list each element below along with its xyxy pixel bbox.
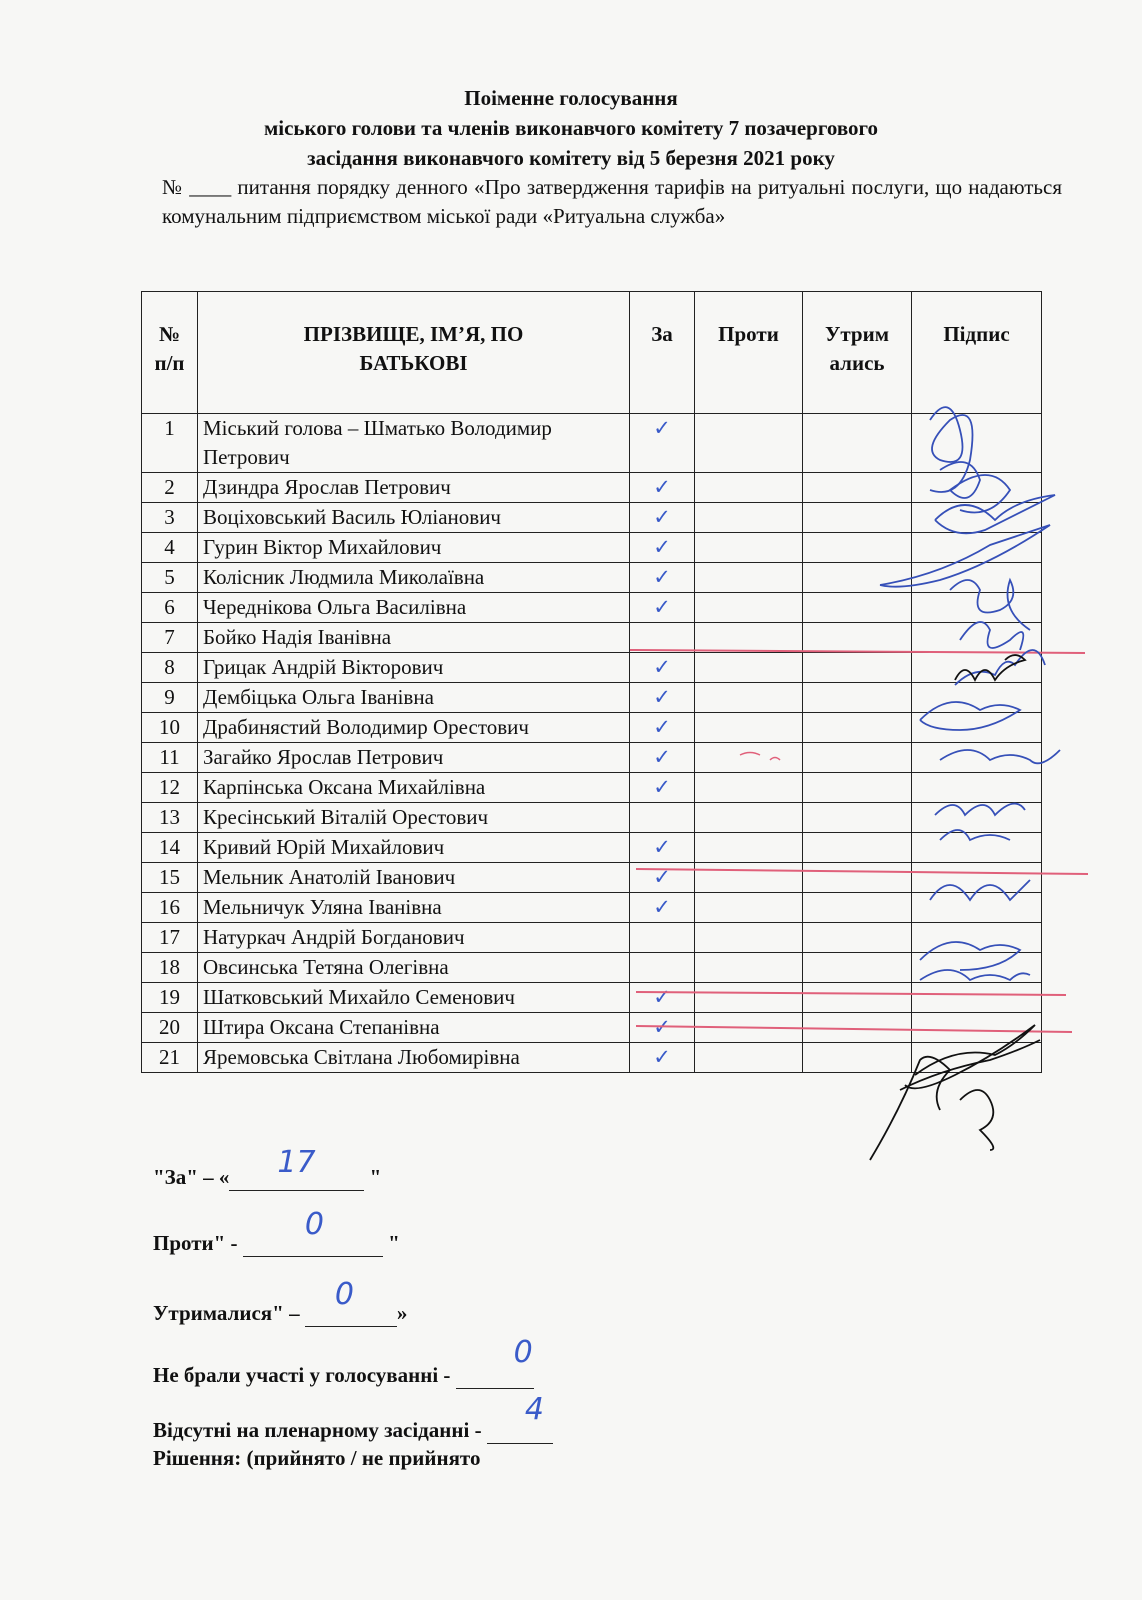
member-name: Череднікова Ольга Василівна <box>198 593 630 623</box>
signature-cell <box>912 713 1042 743</box>
vote-for: ✓ <box>630 893 695 923</box>
result-for-value: 17 <box>277 1145 316 1180</box>
table-row <box>142 893 1042 923</box>
vote-abstain <box>803 414 912 473</box>
signature-cell <box>912 473 1042 503</box>
row-number: 10 <box>142 713 198 743</box>
signature-cell <box>912 803 1042 833</box>
vote-abstain <box>803 863 912 893</box>
signature-cell <box>912 593 1042 623</box>
table-row <box>142 503 1042 533</box>
vote-for: ✓ <box>630 833 695 863</box>
col-against: Проти <box>695 292 803 414</box>
vote-for <box>630 623 695 653</box>
result-abstain-value: 0 <box>334 1277 354 1312</box>
member-name: Кресінський Віталій Орестович <box>198 803 630 833</box>
table-row <box>142 414 1042 473</box>
vote-for: ✓ <box>630 683 695 713</box>
member-name: Драбинястий Володимир Орестович <box>198 713 630 743</box>
signature-cell <box>912 893 1042 923</box>
result-against <box>153 1207 400 1257</box>
vote-against <box>695 623 803 653</box>
vote-against <box>695 473 803 503</box>
vote-for: ✓ <box>630 713 695 743</box>
signature-cell <box>912 773 1042 803</box>
result-absent-value: 4 <box>524 1392 544 1427</box>
member-name: Кривий Юрій Михайлович <box>198 833 630 863</box>
result-against-label: Проти" - <box>153 1231 243 1255</box>
row-number: 9 <box>142 683 198 713</box>
table-row <box>142 593 1042 623</box>
member-name: Мельник Анатолій Іванович <box>198 863 630 893</box>
vote-against <box>695 563 803 593</box>
vote-against <box>695 414 803 473</box>
doc-title: Поіменне голосування <box>464 86 678 110</box>
table-row <box>142 983 1042 1013</box>
row-number: 6 <box>142 593 198 623</box>
member-name: Бойко Надія Іванівна <box>198 623 630 653</box>
table-row <box>142 1013 1042 1043</box>
vote-against <box>695 683 803 713</box>
row-number: 2 <box>142 473 198 503</box>
vote-abstain <box>803 773 912 803</box>
result-for-label: "За" – « <box>153 1165 230 1189</box>
vote-for: ✓ <box>630 563 695 593</box>
vote-for: ✓ <box>630 414 695 473</box>
table-row <box>142 803 1042 833</box>
signature-cell <box>912 563 1042 593</box>
vote-for: ✓ <box>630 773 695 803</box>
member-name: Дембіцька Ольга Іванівна <box>198 683 630 713</box>
decision <box>153 1446 480 1471</box>
vote-for <box>630 953 695 983</box>
vote-for: ✓ <box>630 653 695 683</box>
doc-subtitle-1: міського голови та членів виконавчого комітету 7 позачергового <box>263 116 879 140</box>
col-name: ПРІЗВИЩЕ, ІМ’Я, ПО БАТЬКОВІ <box>198 292 630 414</box>
row-number: 7 <box>142 623 198 653</box>
table-row <box>142 1043 1042 1073</box>
result-notvoted-label: Не брали участі у голосуванні - <box>153 1363 456 1387</box>
vote-against <box>695 533 803 563</box>
member-name: Шатковський Михайло Семенович <box>198 983 630 1013</box>
member-name: Овсинська Тетяна Олегівна <box>198 953 630 983</box>
vote-for: ✓ <box>630 533 695 563</box>
vote-abstain <box>803 593 912 623</box>
vote-abstain <box>803 653 912 683</box>
signature-cell <box>912 623 1042 653</box>
table-row <box>142 713 1042 743</box>
vote-abstain <box>803 563 912 593</box>
signature-cell <box>912 1043 1042 1073</box>
member-name: Штира Оксана Степанівна <box>198 1013 630 1043</box>
row-number: 3 <box>142 503 198 533</box>
row-number: 19 <box>142 983 198 1013</box>
decision-text: Рішення: (прийнято / не прийнято <box>153 1446 481 1470</box>
vote-abstain <box>803 503 912 533</box>
table-row <box>142 623 1042 653</box>
result-abstain-end: » <box>396 1301 408 1325</box>
vote-for: ✓ <box>630 1013 695 1043</box>
member-name: Міський голова – Шматько Володимир Петрович <box>198 414 630 473</box>
vote-abstain <box>803 1043 912 1073</box>
vote-abstain <box>803 683 912 713</box>
row-number: 14 <box>142 833 198 863</box>
vote-abstain <box>803 983 912 1013</box>
member-name: Яремовська Світлана Любомирівна <box>198 1043 630 1073</box>
row-number: 1 <box>142 414 198 473</box>
signature-cell <box>912 983 1042 1013</box>
member-name: Колісник Людмила Миколаївна <box>198 563 630 593</box>
table-row <box>142 653 1042 683</box>
vote-for: ✓ <box>630 743 695 773</box>
member-name: Гурин Віктор Михайлович <box>198 533 630 563</box>
doc-subtitle-2: засідання виконавчого комітету від 5 березня 2021 року <box>307 146 835 170</box>
table-row <box>142 953 1042 983</box>
result-abstain <box>153 1277 408 1327</box>
result-absent-label: Відсутні на пленарному засіданні - <box>153 1418 487 1442</box>
result-against-end: " <box>382 1231 400 1255</box>
table-row <box>142 683 1042 713</box>
signature-mark <box>960 1090 993 1150</box>
table-row <box>142 773 1042 803</box>
table-row <box>142 533 1042 563</box>
signature-cell <box>912 863 1042 893</box>
table-row <box>142 833 1042 863</box>
signature-cell <box>912 743 1042 773</box>
result-for <box>153 1145 382 1191</box>
vote-abstain <box>803 833 912 863</box>
vote-against <box>695 893 803 923</box>
row-number: 15 <box>142 863 198 893</box>
vote-against <box>695 923 803 953</box>
vote-against <box>695 713 803 743</box>
vote-abstain <box>803 953 912 983</box>
col-num: № п/п <box>142 292 198 414</box>
member-name: Грицак Андрій Вікторович <box>198 653 630 683</box>
vote-against <box>695 803 803 833</box>
vote-abstain <box>803 803 912 833</box>
signature-cell <box>912 414 1042 473</box>
vote-against <box>695 833 803 863</box>
vote-abstain <box>803 923 912 953</box>
vote-abstain <box>803 533 912 563</box>
table-row <box>142 563 1042 593</box>
vote-for <box>630 803 695 833</box>
table-row <box>142 863 1042 893</box>
col-for: За <box>630 292 695 414</box>
vote-table <box>141 291 1042 1073</box>
vote-against <box>695 503 803 533</box>
header-row <box>142 292 1042 414</box>
vote-for: ✓ <box>630 1043 695 1073</box>
member-name: Воціховський Василь Юліанович <box>198 503 630 533</box>
vote-against <box>695 653 803 683</box>
row-number: 8 <box>142 653 198 683</box>
vote-against <box>695 773 803 803</box>
signature-cell <box>912 953 1042 983</box>
row-number: 12 <box>142 773 198 803</box>
col-signature: Підпис <box>912 292 1042 414</box>
table-row <box>142 743 1042 773</box>
result-notvoted-value: 0 <box>513 1335 533 1370</box>
col-abstain: Утрим ались <box>803 292 912 414</box>
vote-against <box>695 953 803 983</box>
member-name: Дзиндра Ярослав Петрович <box>198 473 630 503</box>
table-row <box>142 923 1042 953</box>
vote-against <box>695 863 803 893</box>
vote-against <box>695 1043 803 1073</box>
result-against-value: 0 <box>304 1207 324 1242</box>
row-number: 5 <box>142 563 198 593</box>
member-name: Загайко Ярослав Петрович <box>198 743 630 773</box>
vote-against <box>695 593 803 623</box>
member-name: Натуркач Андрій Богданович <box>198 923 630 953</box>
vote-for: ✓ <box>630 503 695 533</box>
vote-abstain <box>803 623 912 653</box>
result-absent <box>153 1392 553 1444</box>
row-number: 16 <box>142 893 198 923</box>
vote-abstain <box>803 893 912 923</box>
signature-cell <box>912 833 1042 863</box>
row-number: 21 <box>142 1043 198 1073</box>
vote-for: ✓ <box>630 863 695 893</box>
table-row <box>142 473 1042 503</box>
signature-cell <box>912 683 1042 713</box>
result-abstain-label: Утрималися" – <box>153 1301 305 1325</box>
result-notvoted <box>153 1335 534 1389</box>
signature-cell <box>912 503 1042 533</box>
member-name: Карпінська Оксана Михайлівна <box>198 773 630 803</box>
vote-against <box>695 1013 803 1043</box>
row-number: 18 <box>142 953 198 983</box>
vote-abstain <box>803 1013 912 1043</box>
vote-abstain <box>803 743 912 773</box>
vote-against <box>695 743 803 773</box>
vote-for: ✓ <box>630 593 695 623</box>
signature-cell <box>912 653 1042 683</box>
vote-against <box>695 983 803 1013</box>
member-name: Мельничук Уляна Іванівна <box>198 893 630 923</box>
vote-abstain <box>803 713 912 743</box>
row-number: 17 <box>142 923 198 953</box>
vote-for <box>630 923 695 953</box>
row-number: 4 <box>142 533 198 563</box>
row-number: 20 <box>142 1013 198 1043</box>
row-number: 11 <box>142 743 198 773</box>
signature-cell <box>912 1013 1042 1043</box>
result-for-end: " <box>364 1165 382 1189</box>
row-number: 13 <box>142 803 198 833</box>
vote-for: ✓ <box>630 473 695 503</box>
signature-cell <box>912 923 1042 953</box>
signature-cell <box>912 533 1042 563</box>
agenda-item: № ____ питання порядку денного «Про затвердження тарифів на ритуальні послуги, що надаються комунальним підприємством міської ради «Ритуальна служба» <box>162 175 1062 228</box>
vote-for: ✓ <box>630 983 695 1013</box>
vote-abstain <box>803 473 912 503</box>
